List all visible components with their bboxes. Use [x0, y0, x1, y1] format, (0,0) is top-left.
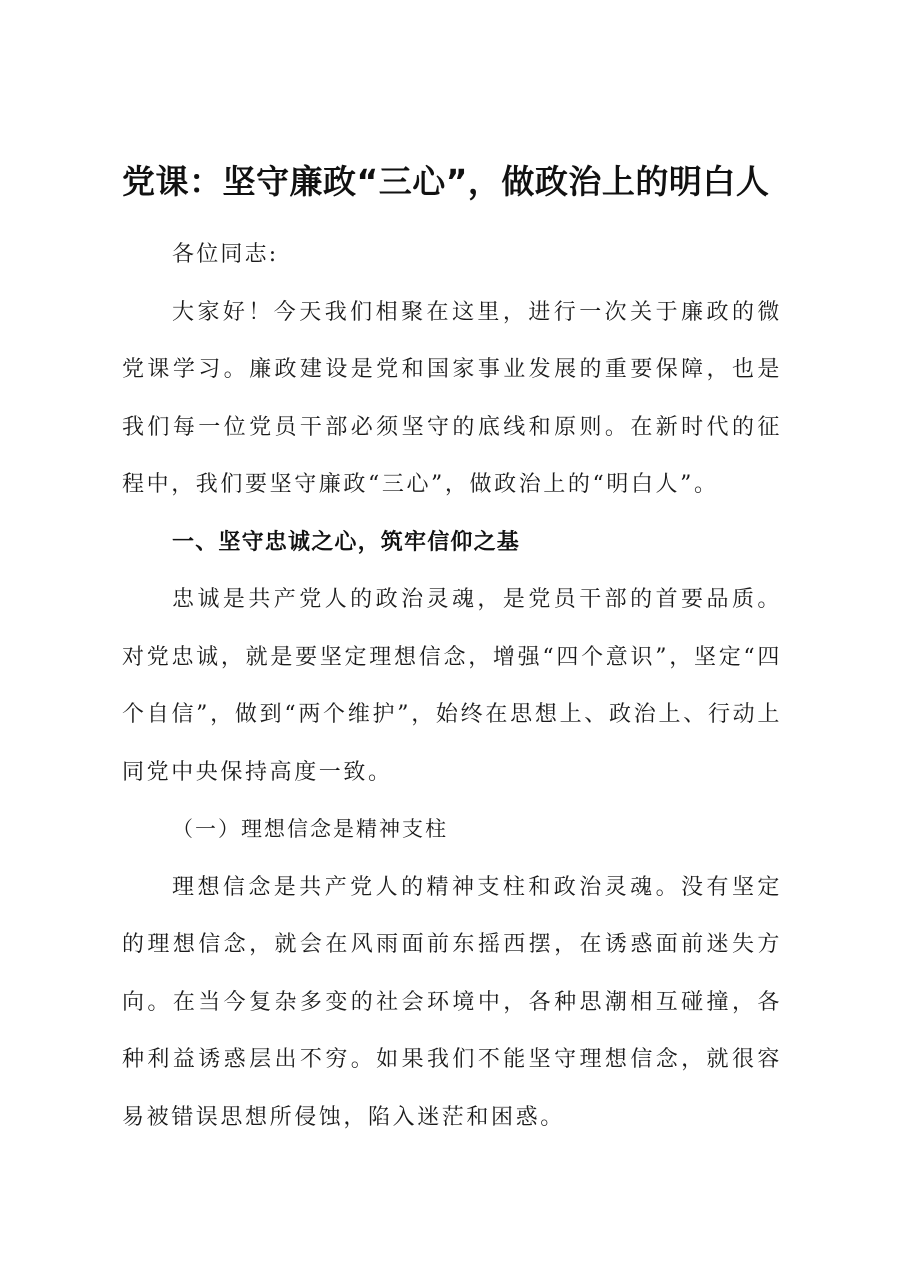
intro-paragraph: 大家好！今天我们相聚在这里，进行一次关于廉政的微党课学习。廉政建设是党和国家事业发展的重要保障，也是我们每一位党员干部必须坚守的底线和原则。在新时代的征程中，我们要坚守廉政“三心”，做政治上的“明白人”。 [122, 299, 782, 497]
section-heading-1: 一、坚守忠诚之心，筑牢信仰之基 [172, 529, 521, 555]
document-body [122, 226, 782, 1146]
subsection-1-paragraph: 理想信念是共产党人的精神支柱和政治灵魂。没有坚定的理想信念，就会在风雨面前东摇西摆，在诱惑面前迷失方向。在当今复杂多变的社会环境中，各种思潮相互碰撞，各种利益诱惑层出不穷。如果我们不能坚守理想信念，就很容易被错误思想所侵蚀，陷入迷茫和困惑。 [122, 874, 782, 1130]
document-title: 党课：坚守廉政“三心”，做政治上的明白人 [122, 162, 770, 201]
greeting: 各位同志: [172, 242, 279, 267]
subsection-heading-1: （一）理想信念是精神支柱 [172, 817, 448, 841]
section-1-paragraph: 忠诚是共产党人的政治灵魂，是党员干部的首要品质。对党忠诚，就是要坚定理想信念，增强“四个意识”，坚定“四个自信”，做到“两个维护”，始终在思想上、政治上、行动上同党中央保持高度一致。 [122, 587, 782, 785]
